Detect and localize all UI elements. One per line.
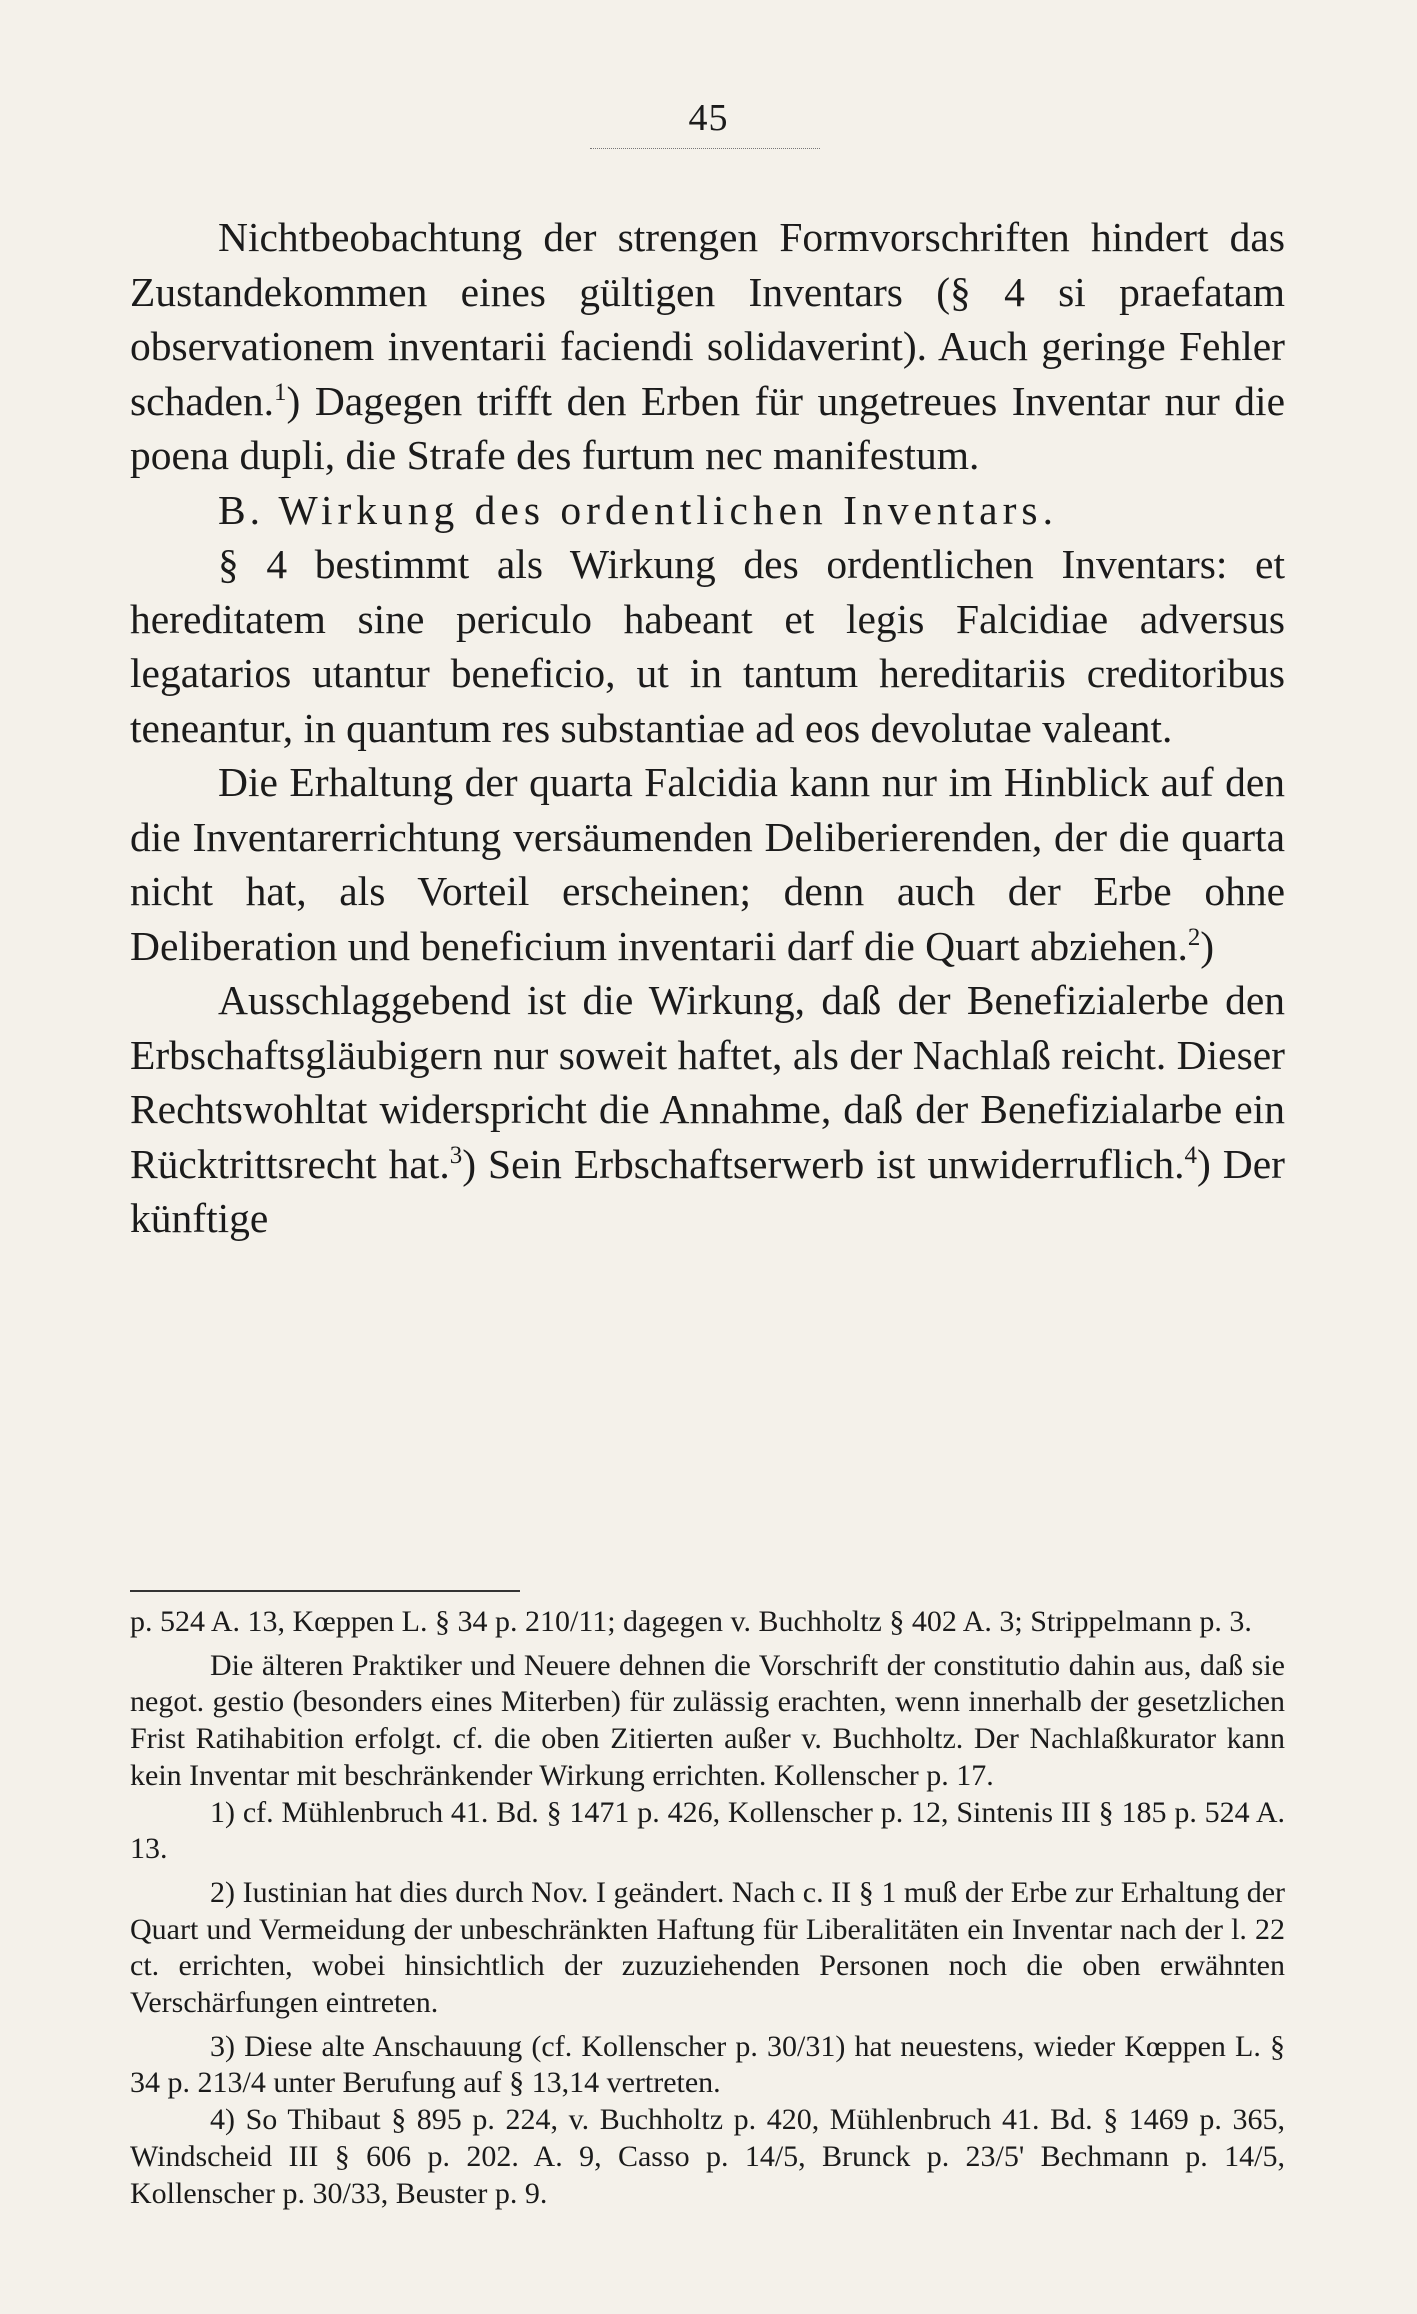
footnote-continuation: p. 524 A. 13, Kœppen L. § 34 p. 210/11; dagegen v. Buchholtz § 402 A. 3; Strippelmann p. 3. bbox=[130, 1605, 1252, 1638]
footnote-ref-4: 4 bbox=[1184, 1141, 1197, 1169]
footnote-continuation: Die älteren Praktiker und Neuere dehnen die Vorschrift der constitutio dahin aus, daß sie negot. gestio (besonders eines Miterben) für zulässig erachten, wenn innerhalb der gesetzlichen Frist Ratihabition erfolgt. cf. die oben Zitierten außer v. Buchholtz. Der Nachlaßkurator kann kein Inventar mit beschränkender Wirkung errichten. Kollenscher p. 17. bbox=[130, 1648, 1285, 1792]
paragraph-text: Die Erhaltung der quarta Falcidia kann nur im Hinblick auf den die Inventarerrichtung versäumenden Deliberierenden, der die quarta nicht hat, als Vorteil erscheinen; denn auch der Erbe ohne Deliberation und beneficium inventarii darf die Quart abziehen. bbox=[130, 759, 1285, 969]
paragraph-text: Ausschlaggebend ist die Wirkung, daß der Benefizialerbe den Erbschaftsgläubigern nur soweit haftet, als der Nachlaß reicht. Dieser Rechtswohltat widerspricht die Annahme, daß der Benefizialarbe ein Rücktrittsrecht hat. bbox=[130, 977, 1285, 1187]
section-heading bbox=[130, 483, 1285, 538]
main-text bbox=[130, 210, 1285, 1246]
paragraph-text: Nichtbeobachtung der strengen Formvorschriften hindert das Zustandekommen eines gültigen Inventars (§ 4 si praefatam observationem inventarii faciendi solidaverint). Auch geringe Fehler schaden. bbox=[130, 214, 1285, 424]
paragraph-quarta bbox=[130, 755, 1285, 973]
paragraph-wirkung: § 4 bestimmt als Wirkung des ordentlichen Inventars: et hereditatem sine periculo habeant et legis Falcidiae adversus legatarios utantur beneficio, ut in tantum hereditariis creditoribus teneantur, in quantum res substantiae ad eos devolutae valeant. bbox=[130, 541, 1285, 751]
paragraph-benefizialerbe bbox=[130, 973, 1285, 1246]
footnote-rule bbox=[130, 1590, 520, 1592]
paragraph-text: ) bbox=[1200, 922, 1215, 969]
footnote-4: 4) So Thibaut § 895 p. 224, v. Buchholtz p. 420, Mühlenbruch 41. Bd. § 1469 p. 365, Windscheid III § 606 p. 202. A. 9, Casso p. 14/5, Brunck p. 23/5' Bechmann p. 14/5, Kollenscher p. 30/33, Beuster p. 9. bbox=[130, 2103, 1285, 2210]
footnotes bbox=[130, 1604, 1285, 2212]
section-prefix: B. bbox=[218, 486, 265, 533]
paragraph-formvorschriften bbox=[130, 210, 1285, 483]
page-number: 45 bbox=[688, 97, 729, 139]
footnote-ref-3: 3 bbox=[449, 1141, 463, 1169]
footnote-2: 2) Iustinian hat dies durch Nov. I geändert. Nach c. II § 1 muß der Erbe zur Erhaltung der Quart und Vermeidung der unbeschränkten Haftung für Liberalitäten ein Inventar nach der l. 22 ct. errichten, wobei hinsichtlich der zuzuziehenden Personen noch die oben erwähnten Verschärfungen eintreten. bbox=[130, 1875, 1285, 2020]
paragraph-text: ) Sein Erbschaftserwerb ist unwiderruflich. bbox=[462, 1140, 1185, 1187]
paragraph-text: ) Der künftige bbox=[130, 1140, 1285, 1241]
footnote-3: 3) Diese alte Anschauung (cf. Kollenscher p. 30/31) hat neuestens, wieder Kœppen L. § 34 p. 213/4 unter Berufung auf § 13,14 vertreten. bbox=[130, 2029, 1285, 2100]
footnote-ref-2: 2 bbox=[1187, 923, 1201, 951]
page-number-rule bbox=[590, 148, 820, 149]
footnote-1: 1) cf. Mühlenbruch 41. Bd. § 1471 p. 426, Kollenscher p. 12, Sintenis III § 185 p. 524 A. 13. bbox=[130, 1795, 1285, 1866]
paragraph-text: ) Dagegen trifft den Erben für ungetreues Inventar nur die poena dupli, die Strafe des furtum nec manifestum. bbox=[130, 377, 1285, 478]
footnote-ref-1: 1 bbox=[274, 378, 287, 406]
section-title: Wirkung des ordentlichen Inventars. bbox=[278, 486, 1058, 533]
